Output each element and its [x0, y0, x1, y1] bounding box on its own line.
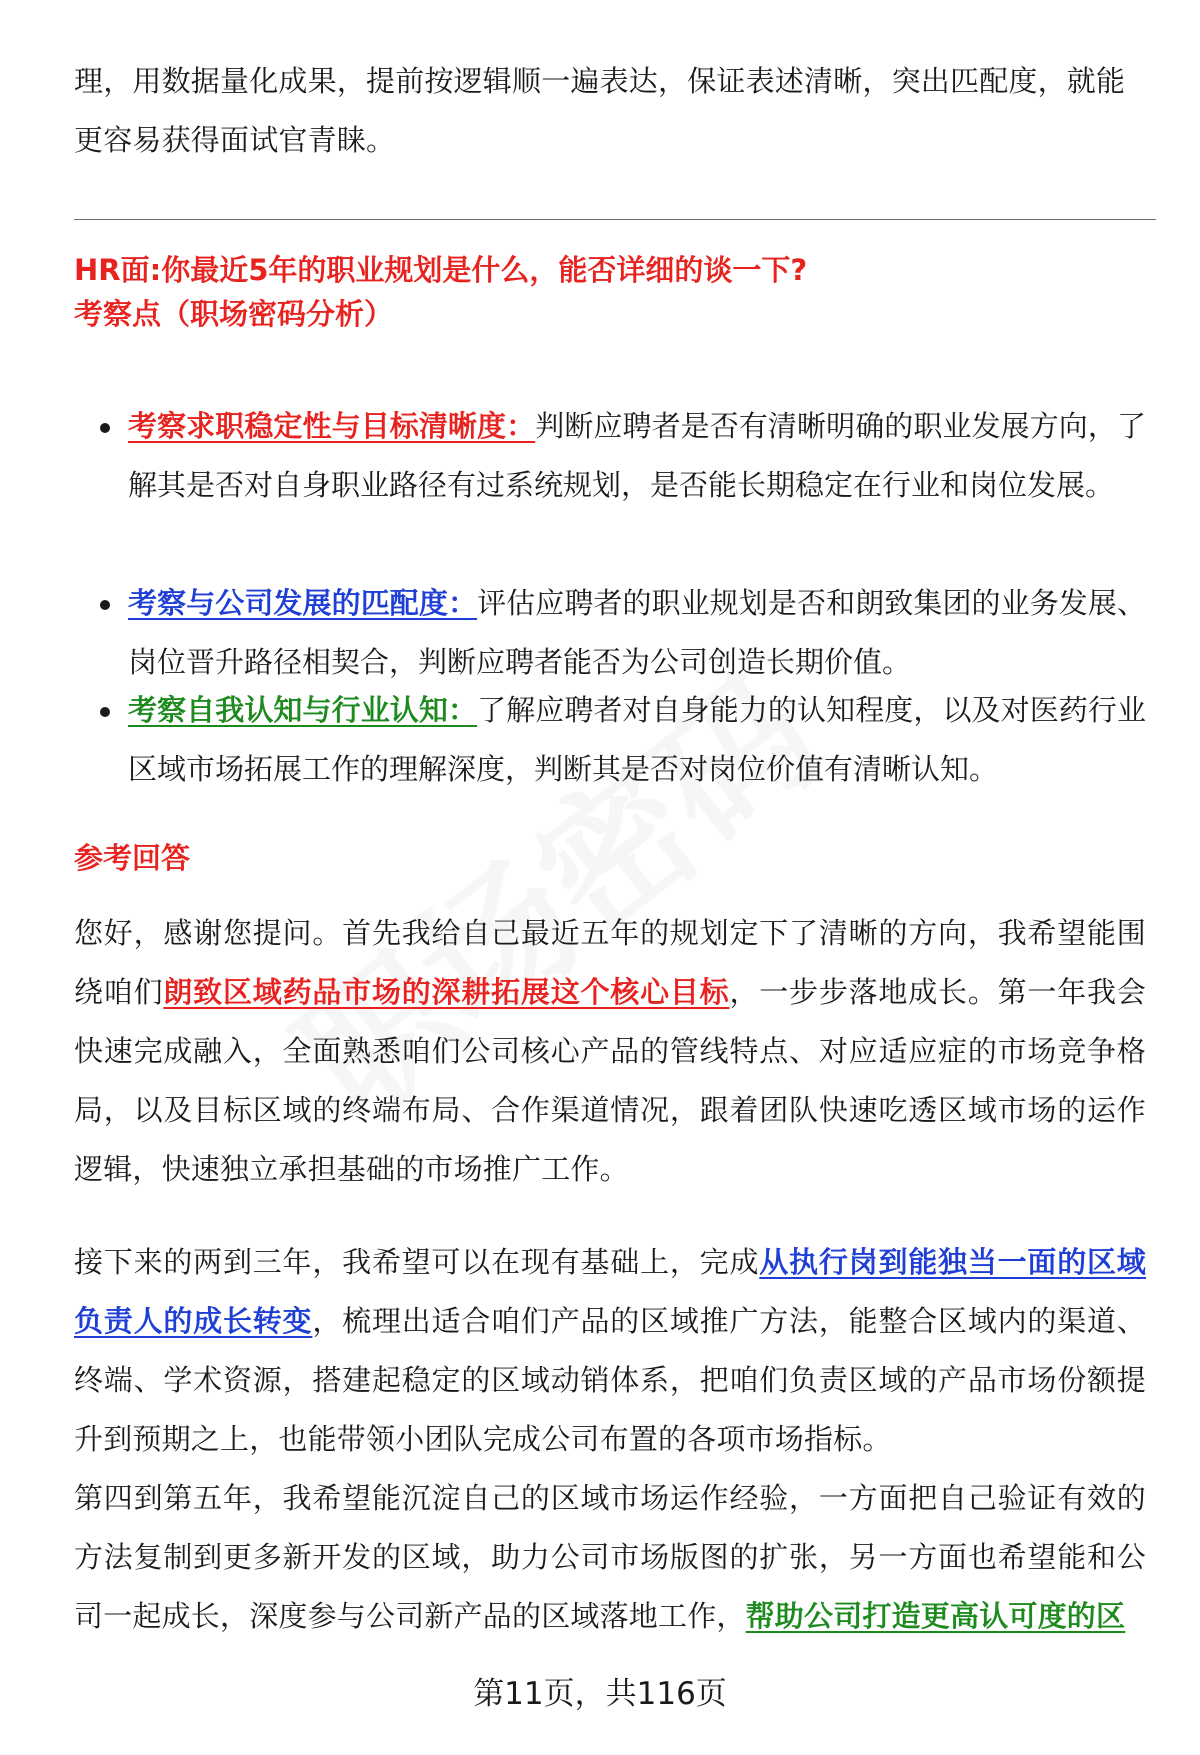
answer-text: ，梳理出适合咱们产品的区域推广方法，能整合区域内的渠道、终端、学术资源，搭建起稳定的区域动销体系，把咱们负责区域的产品市场份额提升到预期之上，也能带领小团队完成公司布置的各项市场指标。 [74, 1304, 1146, 1456]
list-item [74, 681, 1146, 799]
question-title: HR面:你最近5年的职业规划是什么，能否详细的谈一下? [74, 253, 808, 287]
bullet-icon [100, 707, 110, 717]
point-key: 考察自我认知与行业认知： [128, 693, 478, 727]
list-item [74, 574, 1146, 681]
answer-paragraph-3 [74, 1469, 1146, 1646]
intro-line-2: 更容易获得面试官青睐。 [74, 123, 396, 157]
section-divider [74, 219, 1156, 220]
answer-paragraph-1 [74, 904, 1146, 1199]
answer-text: 接下来的两到三年，我希望可以在现有基础上，完成 [74, 1245, 760, 1279]
answer-heading: 参考回答 [74, 841, 191, 875]
intro-line-1: 理，用数据量化成果，提前按逻辑顺一遍表达，保证表述清晰，突出匹配度，就能 [74, 64, 1126, 98]
point-text: 判断应聘者是否有清晰明确的职业发展方向，了解其是否对自身职业路径有过系统规划，是否能长期稳定在行业和岗位发展。 [128, 409, 1146, 502]
list-item [74, 397, 1146, 574]
points-list [74, 397, 1146, 799]
points-heading: 考察点（职场密码分析） [74, 297, 394, 331]
answer-highlight: 帮助公司打造更高认可度的区 [745, 1599, 1126, 1633]
point-text: 了解应聘者对自身能力的认知程度，以及对医药行业区域市场拓展工作的理解深度，判断其是否对岗位价值有清晰认知。 [128, 693, 1146, 786]
bullet-icon [100, 600, 110, 610]
answer-text: 您好，感谢您提问。首先我给自己最近五年的规划定下了清晰的方向，我希望能围绕咱们 [74, 916, 1146, 1009]
intro-paragraph [74, 52, 1146, 170]
answer-highlight: 从执行岗到能独当一面的区域负责人的成长转变 [74, 1245, 1146, 1338]
point-key: 考察与公司发展的匹配度： [128, 586, 478, 620]
point-text: 评估应聘者的职业规划是否和朗致集团的业务发展、岗位晋升路径相契合，判断应聘者能否为公司创造长期价值。 [128, 586, 1146, 679]
answer-text: ，一步步落地成长。第一年我会快速完成融入，全面熟悉咱们公司核心产品的管线特点、对应适应症的市场竞争格局，以及目标区域的终端布局、合作渠道情况，跟着团队快速吃透区域市场的运作逻辑，快速独立承担基础的市场推广工作。 [74, 975, 1146, 1186]
point-key: 考察求职稳定性与目标清晰度： [128, 409, 536, 443]
bullet-icon [100, 423, 110, 433]
answer-text: 第四到第五年，我希望能沉淀自己的区域市场运作经验，一方面把自己验证有效的方法复制到更多新开发的区域，助力公司市场版图的扩张，另一方面也希望能和公司一起成长，深度参与公司新产品的区域落地工作， [74, 1481, 1146, 1633]
answer-paragraph-2 [74, 1233, 1146, 1469]
answer-highlight: 朗致区域药品市场的深耕拓展这个核心目标 [163, 975, 730, 1009]
page-number: 第11页，共116页 [473, 1676, 727, 1712]
